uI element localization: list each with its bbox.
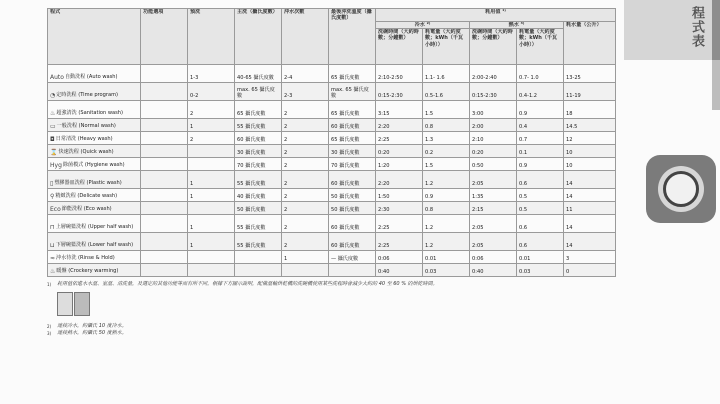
cold-energy-cell: 1.2 bbox=[423, 215, 470, 233]
water-cell: 11 bbox=[564, 202, 616, 215]
program-cell bbox=[48, 65, 141, 83]
table-row bbox=[48, 189, 616, 202]
cold-time-cell: 1:20 bbox=[376, 158, 423, 171]
program-icon: ≈ bbox=[50, 255, 56, 263]
main-wash-cell: max. 65 攝氏度數 bbox=[235, 83, 282, 101]
assistive-touch-button[interactable] bbox=[646, 155, 716, 223]
program-icon: ◔ bbox=[50, 92, 56, 100]
cold-energy-cell: 0.2 bbox=[423, 145, 470, 158]
cold-time-cell: 0:40 bbox=[376, 264, 423, 277]
hot-time-cell: 0:50 bbox=[470, 158, 517, 171]
hot-time-cell: 0:20 bbox=[470, 145, 517, 158]
rinse-count-cell: 2 bbox=[282, 119, 329, 132]
cold-energy-cell: 0.5-1.6 bbox=[423, 83, 470, 101]
rinse-count-cell: 2-3 bbox=[282, 83, 329, 101]
rinse-count-cell: 2 bbox=[282, 171, 329, 189]
prewash-cell bbox=[188, 264, 235, 277]
table-row bbox=[48, 251, 616, 264]
footnote-1 bbox=[47, 281, 615, 288]
header-final-rinse: 最後沖洗溫度（攝氏度數） bbox=[329, 9, 376, 65]
program-name: 一般洗程 (Normal wash) bbox=[56, 123, 116, 130]
cold-energy-cell: 0.9 bbox=[423, 189, 470, 202]
program-cell bbox=[48, 119, 141, 132]
water-cell: 14 bbox=[564, 171, 616, 189]
cold-time-cell: 2:30 bbox=[376, 202, 423, 215]
footnote-2-text: 連接冷水，約攝氏 10 度冷水。 bbox=[57, 323, 127, 330]
program-cell bbox=[48, 83, 141, 101]
final-rinse-cell: 60 攝氏度數 bbox=[329, 233, 376, 251]
program-name: 日常清洗 (Heavy wash) bbox=[55, 136, 113, 143]
final-rinse-cell bbox=[329, 264, 376, 277]
final-rinse-cell: 50 攝氏度數 bbox=[329, 202, 376, 215]
table-row bbox=[48, 202, 616, 215]
table-row bbox=[48, 233, 616, 251]
hot-time-cell: 3:00 bbox=[470, 101, 517, 119]
final-rinse-cell: 60 攝氏度數 bbox=[329, 215, 376, 233]
rinse-count-cell: 2 bbox=[282, 101, 329, 119]
main-wash-cell bbox=[235, 264, 282, 277]
hot-energy-cell: 0.9 bbox=[517, 158, 564, 171]
option-cell bbox=[141, 233, 188, 251]
program-icon: ▭ bbox=[50, 123, 56, 131]
table-row bbox=[48, 264, 616, 277]
program-cell bbox=[48, 215, 141, 233]
final-rinse-cell: 60 攝氏度數 bbox=[329, 119, 376, 132]
cold-energy-cell: 1.5 bbox=[423, 101, 470, 119]
program-icon: ♨ bbox=[50, 268, 56, 276]
program-name: 定時洗程 (Time program) bbox=[56, 92, 119, 99]
footnote-3-mark: 3) bbox=[47, 331, 52, 337]
hot-energy-cell: 0.03 bbox=[517, 264, 564, 277]
program-name: 沖水待洗 (Rinse & Hold) bbox=[56, 255, 115, 262]
header-water: 耗水量（公升） bbox=[564, 22, 616, 65]
cold-time-cell: 1:50 bbox=[376, 189, 423, 202]
table-row bbox=[48, 171, 616, 189]
program-icon: ⚲ bbox=[50, 193, 55, 201]
hot-energy-cell: 0.4 bbox=[517, 119, 564, 132]
option-cell bbox=[141, 171, 188, 189]
rinse-count-cell: 2 bbox=[282, 215, 329, 233]
program-cell bbox=[48, 101, 141, 119]
table-row bbox=[48, 132, 616, 145]
program-icon: Auto bbox=[50, 74, 64, 82]
cold-time-cell: 0:20 bbox=[376, 145, 423, 158]
cold-energy-cell: 0.03 bbox=[423, 264, 470, 277]
program-icon: ⌛ bbox=[50, 149, 58, 157]
program-cell bbox=[48, 171, 141, 189]
cold-time-cell: 2:20 bbox=[376, 171, 423, 189]
rinse-count-cell: 1 bbox=[282, 251, 329, 264]
footnote-1-text: 耗用值依進水水溫、室溫、清洗量，及選定的其他功能等而有所不同。根據下方圖示說明，配備溫輸烘乾機的洗碗機使用某些洗程時會減少大約的 40 至 60 % 的烘乾時間。 bbox=[57, 281, 438, 288]
cold-time-cell: 3:15 bbox=[376, 101, 423, 119]
hot-energy-cell: 0.1 bbox=[517, 145, 564, 158]
hot-energy-cell: 0.5 bbox=[517, 189, 564, 202]
hot-energy-cell: 0.4-1.2 bbox=[517, 83, 564, 101]
final-rinse-cell: 60 攝氏度數 bbox=[329, 171, 376, 189]
rinse-count-cell: 2 bbox=[282, 189, 329, 202]
water-cell: 18 bbox=[564, 101, 616, 119]
hot-time-cell: 2:05 bbox=[470, 171, 517, 189]
cold-energy-cell: 1.2 bbox=[423, 233, 470, 251]
main-wash-cell: 55 攝氏度數 bbox=[235, 215, 282, 233]
prewash-cell: 0-2 bbox=[188, 83, 235, 101]
water-cell: 12 bbox=[564, 132, 616, 145]
option-cell bbox=[141, 215, 188, 233]
hot-energy-cell: 0.5 bbox=[517, 202, 564, 215]
main-wash-cell bbox=[235, 251, 282, 264]
header-program: 程式 bbox=[48, 9, 141, 65]
program-cell bbox=[48, 145, 141, 158]
rinse-count-cell: 2 bbox=[282, 202, 329, 215]
cold-time-cell: 2:25 bbox=[376, 215, 423, 233]
hot-energy-cell: 0.01 bbox=[517, 251, 564, 264]
water-cell: 14 bbox=[564, 215, 616, 233]
cold-time-cell: 2:10-2:50 bbox=[376, 65, 423, 83]
rinse-count-cell: 2 bbox=[282, 132, 329, 145]
prewash-cell: 1 bbox=[188, 233, 235, 251]
final-rinse-cell: 70 攝氏度數 bbox=[329, 158, 376, 171]
program-name: 超強清洗 (Sanitation wash) bbox=[56, 110, 124, 117]
program-cell bbox=[48, 158, 141, 171]
program-cell bbox=[48, 189, 141, 202]
cold-energy-cell: 1.1- 1.6 bbox=[423, 65, 470, 83]
water-cell: 14 bbox=[564, 233, 616, 251]
section-tab[interactable] bbox=[624, 0, 720, 60]
table-row bbox=[48, 119, 616, 132]
table-row bbox=[48, 145, 616, 158]
option-cell bbox=[141, 65, 188, 83]
cold-energy-cell: 0.01 bbox=[423, 251, 470, 264]
header-cold-energy: 耗電量（大約度數；kWh（千瓦小時）） bbox=[423, 29, 470, 65]
option-cell bbox=[141, 202, 188, 215]
table-row bbox=[48, 83, 616, 101]
rinse-count-cell: 2 bbox=[282, 145, 329, 158]
cold-time-cell: 2:25 bbox=[376, 233, 423, 251]
option-cell bbox=[141, 101, 188, 119]
hot-time-cell: 0:06 bbox=[470, 251, 517, 264]
section-tab-title: 程式表 bbox=[689, 6, 704, 48]
hot-time-cell: 0:15-2:30 bbox=[470, 83, 517, 101]
prewash-cell: 2 bbox=[188, 132, 235, 145]
main-wash-cell: 30 攝氏度數 bbox=[235, 145, 282, 158]
header-main-wash: 主洗（攝氏度數） bbox=[235, 9, 282, 65]
option-cell bbox=[141, 145, 188, 158]
rinse-count-cell bbox=[282, 264, 329, 277]
program-name: 下層碗籃洗程 (Lower half wash) bbox=[55, 242, 134, 249]
header-function-select: 功能選項 bbox=[141, 9, 188, 65]
footnotes bbox=[47, 281, 615, 337]
cold-time-cell: 2:25 bbox=[376, 132, 423, 145]
final-rinse-cell: 65 攝氏度數 bbox=[329, 132, 376, 145]
program-table-section bbox=[47, 8, 615, 337]
program-cell bbox=[48, 202, 141, 215]
program-icon: ▯ bbox=[50, 180, 54, 188]
prewash-cell: 1 bbox=[188, 171, 235, 189]
final-rinse-cell: 65 攝氏度數 bbox=[329, 65, 376, 83]
cold-time-cell: 2:20 bbox=[376, 119, 423, 132]
prewash-cell: 2 bbox=[188, 101, 235, 119]
assistive-touch-center bbox=[663, 171, 699, 207]
cold-energy-cell: 1.3 bbox=[423, 132, 470, 145]
program-rows bbox=[48, 65, 616, 277]
main-wash-cell: 70 攝氏度數 bbox=[235, 158, 282, 171]
cold-energy-cell: 1.5 bbox=[423, 158, 470, 171]
prewash-cell bbox=[188, 158, 235, 171]
program-icon: ⊔ bbox=[50, 242, 55, 250]
final-rinse-cell: — 攝氏度數 bbox=[329, 251, 376, 264]
option-cell bbox=[141, 251, 188, 264]
option-cell bbox=[141, 264, 188, 277]
water-cell: 10 bbox=[564, 145, 616, 158]
program-table bbox=[47, 8, 616, 277]
program-icon: ◘ bbox=[50, 136, 55, 144]
program-cell bbox=[48, 132, 141, 145]
hot-energy-cell: 0.6 bbox=[517, 233, 564, 251]
cold-energy-cell: 0.8 bbox=[423, 119, 470, 132]
header-preset: 預洗 bbox=[188, 9, 235, 65]
prewash-cell bbox=[188, 251, 235, 264]
cold-energy-cell: 1.2 bbox=[423, 171, 470, 189]
header-hot-energy: 耗電量（大約度數；kWh（千瓦小時）） bbox=[517, 29, 564, 65]
footnote-3 bbox=[47, 330, 615, 337]
hot-energy-cell: 0.6 bbox=[517, 171, 564, 189]
footnote-1-mark: 1) bbox=[47, 282, 52, 288]
hot-time-cell: 0:40 bbox=[470, 264, 517, 277]
program-name: 除菌模式 (Hygiene wash) bbox=[62, 162, 125, 169]
main-wash-cell: 65 攝氏度數 bbox=[235, 101, 282, 119]
program-name: 塑膠器皿洗程 (Plastic wash) bbox=[54, 180, 122, 187]
main-wash-cell: 40 攝氏度數 bbox=[235, 189, 282, 202]
water-cell: 14.5 bbox=[564, 119, 616, 132]
option-cell bbox=[141, 119, 188, 132]
prewash-cell: 1 bbox=[188, 215, 235, 233]
water-cell: 10 bbox=[564, 158, 616, 171]
program-cell bbox=[48, 264, 141, 277]
program-cell bbox=[48, 251, 141, 264]
program-name: 自動洗程 (Auto wash) bbox=[64, 74, 118, 81]
main-wash-cell: 55 攝氏度數 bbox=[235, 171, 282, 189]
header-cold: 冷水 ²⁾ bbox=[376, 22, 470, 29]
main-wash-cell: 55 攝氏度數 bbox=[235, 119, 282, 132]
prewash-cell: 1 bbox=[188, 119, 235, 132]
footnote-3-text: 連接熱水，約攝氏 50 度熱水。 bbox=[57, 330, 127, 337]
tab-stripe-lower bbox=[712, 60, 720, 110]
option-cell bbox=[141, 83, 188, 101]
water-cell: 3 bbox=[564, 251, 616, 264]
hot-energy-cell: 0.7 bbox=[517, 132, 564, 145]
water-cell: 11-19 bbox=[564, 83, 616, 101]
final-rinse-cell: max. 65 攝氏度數 bbox=[329, 83, 376, 101]
table-row bbox=[48, 65, 616, 83]
final-rinse-cell: 30 攝氏度數 bbox=[329, 145, 376, 158]
hot-energy-cell: 0.6 bbox=[517, 215, 564, 233]
water-cell: 13-25 bbox=[564, 65, 616, 83]
hot-time-cell: 2:15 bbox=[470, 202, 517, 215]
header-hot-time: 洗碗時間（大約時數；分鐘數） bbox=[470, 29, 517, 65]
prewash-cell: 1-3 bbox=[188, 65, 235, 83]
program-name: 精緻洗程 (Delicate wash) bbox=[55, 193, 118, 200]
prewash-cell bbox=[188, 202, 235, 215]
program-icon: ♨ bbox=[50, 110, 56, 118]
cold-energy-cell: 0.8 bbox=[423, 202, 470, 215]
main-wash-cell: 55 攝氏度數 bbox=[235, 233, 282, 251]
program-name: 快速洗程 (Quick wash) bbox=[58, 149, 114, 156]
header-cold-time: 洗碗時間（大約時數；分鐘數） bbox=[376, 29, 423, 65]
hot-energy-cell: 0.7- 1.0 bbox=[517, 65, 564, 83]
rinse-count-cell: 2 bbox=[282, 158, 329, 171]
option-cell bbox=[141, 132, 188, 145]
program-icon: ⊓ bbox=[50, 224, 55, 232]
program-icon: Hyg bbox=[50, 162, 62, 170]
prewash-cell: 1 bbox=[188, 189, 235, 202]
hot-time-cell: 2:05 bbox=[470, 233, 517, 251]
option-cell bbox=[141, 189, 188, 202]
footnote-2-mark: 2) bbox=[47, 324, 52, 330]
program-name: 暖盤 (Crockery warming) bbox=[56, 268, 119, 275]
table-row bbox=[48, 215, 616, 233]
rinse-count-cell: 2-4 bbox=[282, 65, 329, 83]
dryer-illustration bbox=[57, 290, 89, 317]
final-rinse-cell: 50 攝氏度數 bbox=[329, 189, 376, 202]
header-hot: 熱水 ³⁾ bbox=[470, 22, 564, 29]
water-cell: 14 bbox=[564, 189, 616, 202]
header-rinse-count: 沖水次數 bbox=[282, 9, 329, 65]
main-wash-cell: 40-65 攝氏度數 bbox=[235, 65, 282, 83]
program-cell bbox=[48, 233, 141, 251]
water-cell: 0 bbox=[564, 264, 616, 277]
cold-time-cell: 0:06 bbox=[376, 251, 423, 264]
footnote-2 bbox=[47, 323, 615, 330]
hot-energy-cell: 0.9 bbox=[517, 101, 564, 119]
table-row bbox=[48, 101, 616, 119]
hot-time-cell: 2:00 bbox=[470, 119, 517, 132]
final-rinse-cell: 65 攝氏度數 bbox=[329, 101, 376, 119]
program-name: 節能洗程 (Eco wash) bbox=[61, 206, 112, 213]
table-row bbox=[48, 158, 616, 171]
main-wash-cell: 50 攝氏度數 bbox=[235, 202, 282, 215]
header-consumption: 耗用值 ¹⁾ bbox=[376, 9, 616, 22]
hot-time-cell: 2:10 bbox=[470, 132, 517, 145]
cold-time-cell: 0:15-2:30 bbox=[376, 83, 423, 101]
main-wash-cell: 60 攝氏度數 bbox=[235, 132, 282, 145]
option-cell bbox=[141, 158, 188, 171]
tab-stripe bbox=[712, 0, 720, 60]
prewash-cell bbox=[188, 145, 235, 158]
hot-time-cell: 1:35 bbox=[470, 189, 517, 202]
program-name: 上層碗籃洗程 (Upper half wash) bbox=[55, 224, 134, 231]
hot-time-cell: 2:00-2:40 bbox=[470, 65, 517, 83]
program-icon: Eco bbox=[50, 206, 61, 214]
rinse-count-cell: 2 bbox=[282, 233, 329, 251]
hot-time-cell: 2:05 bbox=[470, 215, 517, 233]
